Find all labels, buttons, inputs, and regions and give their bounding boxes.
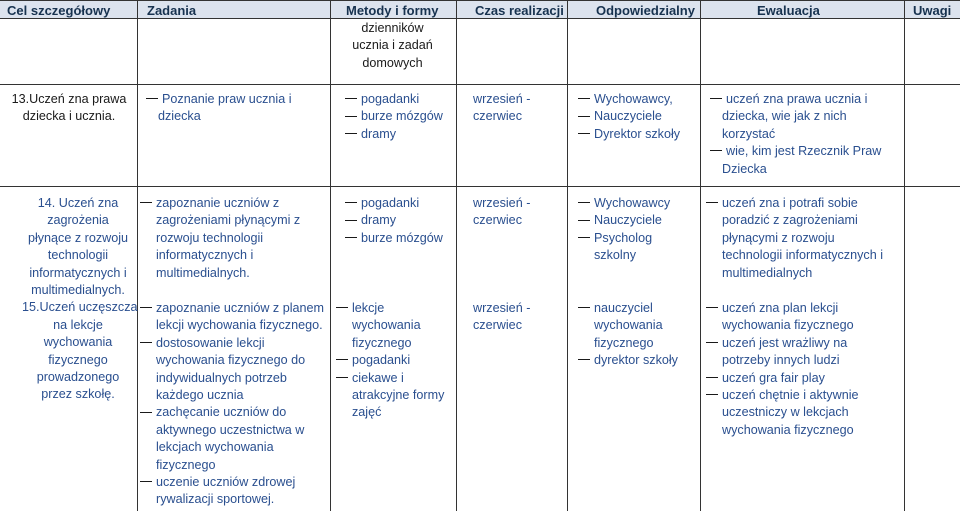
cell-line: lekcjach wychowania [156,440,274,455]
cell-line: szkolny [594,248,636,263]
cell-line: dziecka, wie jak z nich [722,109,847,124]
row13-metody [345,91,455,143]
dash-bullet [345,98,357,99]
cell-line: wrzesień - [473,301,531,315]
header-zadania: Zadania [147,3,197,18]
cell-line: zagrożeniami płynącymi z [156,213,301,228]
header-cel: Cel szczegółowy [7,3,111,18]
row13-czas [473,91,563,126]
cell-line: dostosowanie lekcji [156,335,265,350]
cell-line: zapoznanie uczniów z planem [156,301,325,315]
cell-line: potrzeby innych ludzi [722,353,840,368]
cell-line: wie, kim jest Rzecznik Praw [726,144,882,159]
cell-line: Nauczyciele [594,213,662,228]
dash-bullet [336,359,348,360]
row14-zadania-a [140,195,328,282]
dash-bullet [578,202,590,203]
cell-line: poradzić z zagrożeniami [722,213,858,228]
cell-line: pogadanki [361,92,420,106]
cell-line: dziecka i ucznia. [22,109,116,124]
cell-line: uczestniczy w lekcjach [722,405,849,420]
cell-line: dramy [361,213,396,228]
dash-bullet [578,359,590,360]
cell-line: 14. Uczeń zna [37,196,119,210]
dash-bullet [345,116,357,117]
cell-line: uczeń gra fair play [722,370,825,385]
cell-line: przez szkołę. [41,387,115,402]
dash-bullet [140,412,152,413]
cell-line: wrzesień - [473,92,531,106]
dash-bullet [345,220,357,221]
cell-line: czerwiec [473,318,522,333]
header-odpowiedzialny: Odpowiedzialny [596,3,695,18]
cell-line: czerwiec [473,213,522,228]
dash-bullet [140,202,152,203]
column-divider [456,0,457,511]
cell-line: ciekawe i [352,370,404,385]
cell-line: rywalizacji sportowej. [156,492,275,507]
cell-line: zagrożenia [47,213,109,228]
cell-line: płynące z rozwoju [27,230,129,245]
cell-line: indywidualnych potrzeb [156,370,287,385]
dash-bullet [345,133,357,134]
cell-line: domowych [362,55,423,70]
header-metody: Metody i formy [346,3,439,18]
row13-odpowiedzialny [578,91,698,143]
cell-line: uczeń jest wrażliwy na [722,335,848,350]
row14-metody-a [345,195,455,247]
cell-line: ucznia i zadań [352,38,433,53]
dash-bullet [578,98,590,99]
dash-bullet [140,342,152,343]
cell-line: informatycznych i [156,248,254,263]
row15-czas-b [473,300,563,335]
dash-bullet [710,150,722,151]
row13-zadania [146,91,326,126]
dash-bullet [146,98,158,99]
column-divider [137,0,138,511]
dash-bullet [706,377,718,378]
cell-line: uczeń zna prawa ucznia i [726,92,868,106]
dash-bullet [345,237,357,238]
cell-line: dyrektor szkoły [594,353,678,368]
row14-odp-a [578,195,698,265]
row-divider [0,186,960,187]
cell-line: dziecka [158,109,201,124]
cell-line: zajęć [352,405,382,420]
dash-bullet [706,394,718,395]
cell-line: 15.Uczeń uczęszcza [22,300,138,315]
row-divider [0,84,960,85]
cell-line: dramy [361,126,396,141]
cell-line: wychowania fizycznego [722,318,854,333]
cell-line: lekcji wychowania fizycznego. [156,318,323,333]
dash-bullet [140,307,152,308]
cell-line: technologii informatycznych i [722,248,883,263]
row15-zadania-b [140,300,328,509]
cell-line: fizycznego [352,335,412,350]
dash-bullet [706,202,718,203]
cell-line: płynącymi z rozwoju [722,230,835,245]
dash-bullet [336,377,348,378]
header-uwagi: Uwagi [913,3,952,18]
cell-line: zapoznanie uczniów z [156,196,280,210]
cell-line: uczeń chętnie i aktywnie [722,388,859,403]
cell-line: prowadzonego [36,370,120,385]
dash-bullet [578,116,590,117]
column-divider [904,0,905,511]
cell-line: wychowania [352,318,421,333]
cell-line: burze mózgów [361,109,443,124]
cell-line: Poznanie praw ucznia i [162,92,292,106]
cell-line: nauczyciel [594,301,653,315]
dash-bullet [710,98,722,99]
cell-line: multimedialnych. [156,265,250,280]
dash-bullet [578,237,590,238]
cell-line: 13.Uczeń zna prawa [11,92,127,106]
row15-odp-b [578,300,698,370]
cell-line: wychowania fizycznego do [156,353,306,368]
cell-line: technologii [47,248,109,263]
row15-ewal-b [706,300,902,439]
dash-bullet [706,342,718,343]
cell-line: fizycznego [48,352,108,367]
cell-line: zachęcanie uczniów do [156,405,287,420]
metody-fragment [340,20,445,72]
row13-cel [4,91,134,126]
cell-line: korzystać [722,126,776,141]
header-ewaluacja: Ewaluacja [757,3,820,18]
cell-line: dzienników [361,21,424,35]
cell-line: lekcje [352,301,385,315]
cell-line: wychowania [594,318,663,333]
header-czas: Czas realizacji [475,3,564,18]
cell-line: fizycznego [156,457,216,472]
row14-ewal-a [706,195,902,282]
cell-line: Wychowawcy, [594,92,673,106]
column-divider [567,0,568,511]
cell-line: fizycznego [594,335,654,350]
dash-bullet [578,307,590,308]
cell-line: rozwoju technologii [156,230,264,245]
cell-line: każdego ucznia [156,388,244,403]
row14-cel [22,195,138,404]
cell-line: wychowania fizycznego [722,422,854,437]
cell-line: Dyrektor szkoły [594,126,681,141]
cell-line: pogadanki [361,196,420,210]
dash-bullet [578,133,590,134]
dash-bullet [140,481,152,482]
column-divider [330,0,331,511]
cell-line: uczeń zna plan lekcji [722,301,839,315]
cell-line: Nauczyciele [594,109,662,124]
cell-line: atrakcyjne formy [352,388,445,403]
cell-line: Psycholog [594,230,653,245]
cell-line: na lekcje [53,317,103,332]
row13-ewaluacja [710,91,902,178]
cell-line: wychowania [43,335,113,350]
cell-line: aktywnego uczestnictwa w [156,422,305,437]
cell-line: uczeń zna i potrafi sobie [722,196,858,210]
cell-line: czerwiec [473,109,522,124]
cell-line: pogadanki [352,353,411,368]
cell-line: burze mózgów [361,230,443,245]
cell-line: multimedialnych [722,265,813,280]
cell-line: multimedialnych. [31,283,125,298]
column-divider [700,0,701,511]
cell-line: Wychowawcy [594,196,671,210]
dash-bullet [345,202,357,203]
dash-bullet [336,307,348,308]
row15-metody-b [336,300,454,422]
cell-line: Dziecka [722,161,767,176]
row14-czas-a [473,195,563,230]
cell-line: wrzesień - [473,196,531,210]
table-header [0,0,960,19]
cell-line: informatycznych i [29,265,127,280]
dash-bullet [578,220,590,221]
cell-line: uczenie uczniów zdrowej [156,475,296,490]
dash-bullet [706,307,718,308]
